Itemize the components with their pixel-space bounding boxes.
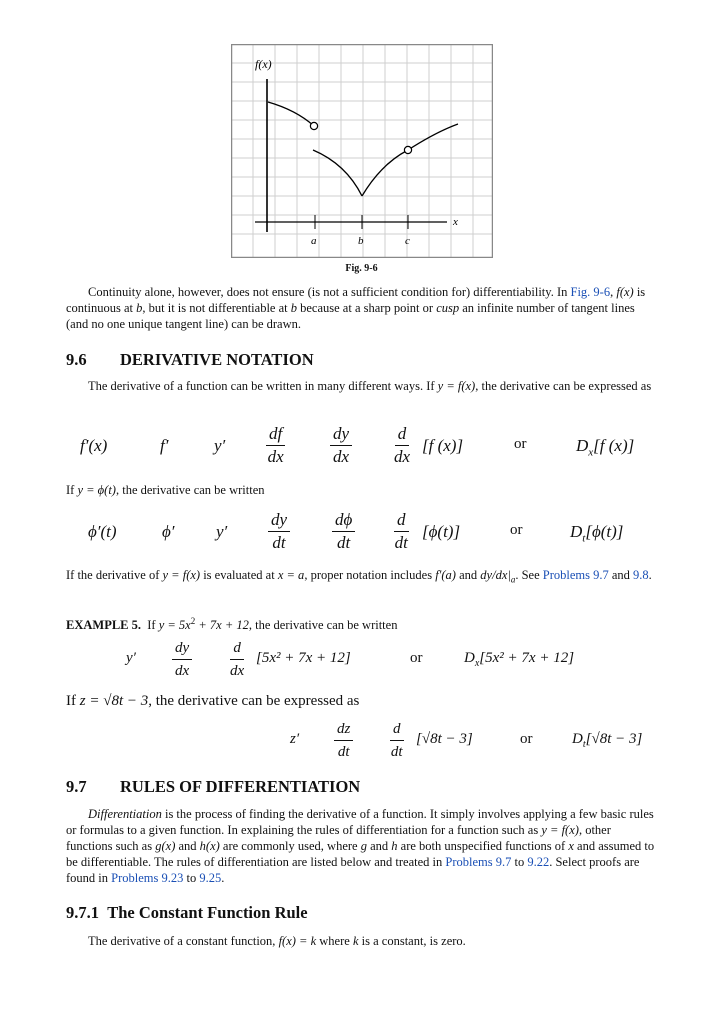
link-problems-9-23[interactable]: Problems 9.23 xyxy=(111,871,184,885)
rules-paragraph: Differentiation is the process of finding the derivative of a function. It simply involves applying a few basic rules or formulas to a given function. In explaining the rules of differentiation for a function such as y = f(x), other functions such as g(x) and h(x) are commonly used, where g and h are both unspecified functions of x and assumed to be differentiable. The rules of differentiation are listed below and treated in Problems 9.7 to 9.22. Select proofs are found in Problems 9.23 to 9.25. xyxy=(66,807,655,885)
equation-row-2: ϕ′(t) ϕ′ y′ $\frac{dy}{dt}$ $\frac{d\phi}{dt}$ $\frac{d}{dt}$ [ϕ(t)] or $D_t[\phi(t)]$ xyxy=(88,510,624,552)
open-point-c xyxy=(404,146,411,153)
link-problem-9-8[interactable]: 9.8 xyxy=(633,568,649,582)
tick-label-b: b xyxy=(358,235,364,247)
graph xyxy=(231,44,493,258)
figure-caption: Fig. 9-6 xyxy=(345,263,378,274)
link-problems-9-7[interactable]: Problems 9.7 xyxy=(542,568,609,582)
link-fig-9-6[interactable]: Fig. 9-6 xyxy=(570,285,611,299)
continuity-paragraph: Continuity alone, however, does not ensure (is not a sufficient condition for) differentiability. In Fig. 9-6, f(x) is continuous at b, but it is not differentiable at b because at a sharp point or cusp an infinite number of tangent lines (and no one unique tangent line) can be drawn. xyxy=(66,285,646,331)
section-heading-9-7-1: 9.7.1 The Constant Function Rule xyxy=(66,903,308,922)
open-point-a xyxy=(310,122,317,129)
section-heading-9-7: 9.7 RULES OF DIFFERENTIATION xyxy=(66,777,361,796)
tick-label-c: c xyxy=(405,235,410,247)
link-problem-9-25[interactable]: 9.25 xyxy=(199,871,222,885)
notation-intro: The derivative of a function can be written in many different ways. If y = f(x), the derivative can be expressed as xyxy=(88,379,652,393)
x-axis-label: x xyxy=(453,216,458,228)
equation-row-4: z′ $\frac{dz}{dt}$ $\frac{d}{dt}$ [√8t − 3] or $D_t[√8t - 3]$ xyxy=(290,721,643,760)
link-problems-9-7b[interactable]: Problems 9.7 xyxy=(445,855,512,869)
y-axis-label: f(x) xyxy=(255,57,272,71)
link-problem-9-22[interactable]: 9.22 xyxy=(527,855,550,869)
figure-9-6 xyxy=(231,44,493,258)
equation-row-3: y′ $\frac{dy}{dx}$ $\frac{d}{dx}$ [5x² + 7x + 12] or $D_x[5x^2 + 7x + 12]$ xyxy=(126,640,575,679)
evaluation-paragraph: If the derivative of y = f(x) is evaluated at x = a, proper notation includes f′(a) and $dy/dx|_a$. See Problems 9.7 and 9.8. xyxy=(66,568,652,585)
phi-intro: If y = ϕ(t), the derivative can be written xyxy=(66,483,265,497)
tick-label-a: a xyxy=(311,235,317,247)
curve-right xyxy=(362,124,458,196)
curve-middle xyxy=(313,150,362,196)
equation-row-1: f′(x) f′ y′ $\frac{df}{dx}$ $\frac{dy}{dx}$ $\frac{d}{dx}$ [f (x)] or $D_x[f$ (x)] xyxy=(80,424,635,466)
constant-rule-paragraph: The derivative of a constant function, f(x) = k where k is a constant, is zero. xyxy=(88,934,466,948)
z-intro: If z = √8t − 3, the derivative can be expressed as xyxy=(66,693,360,709)
section-heading-9-6: 9.6 DERIVATIVE NOTATION xyxy=(66,350,314,369)
example-5: EXAMPLE 5. If $y = 5x^2 + 7x + 12$, the derivative can be written xyxy=(66,616,398,633)
